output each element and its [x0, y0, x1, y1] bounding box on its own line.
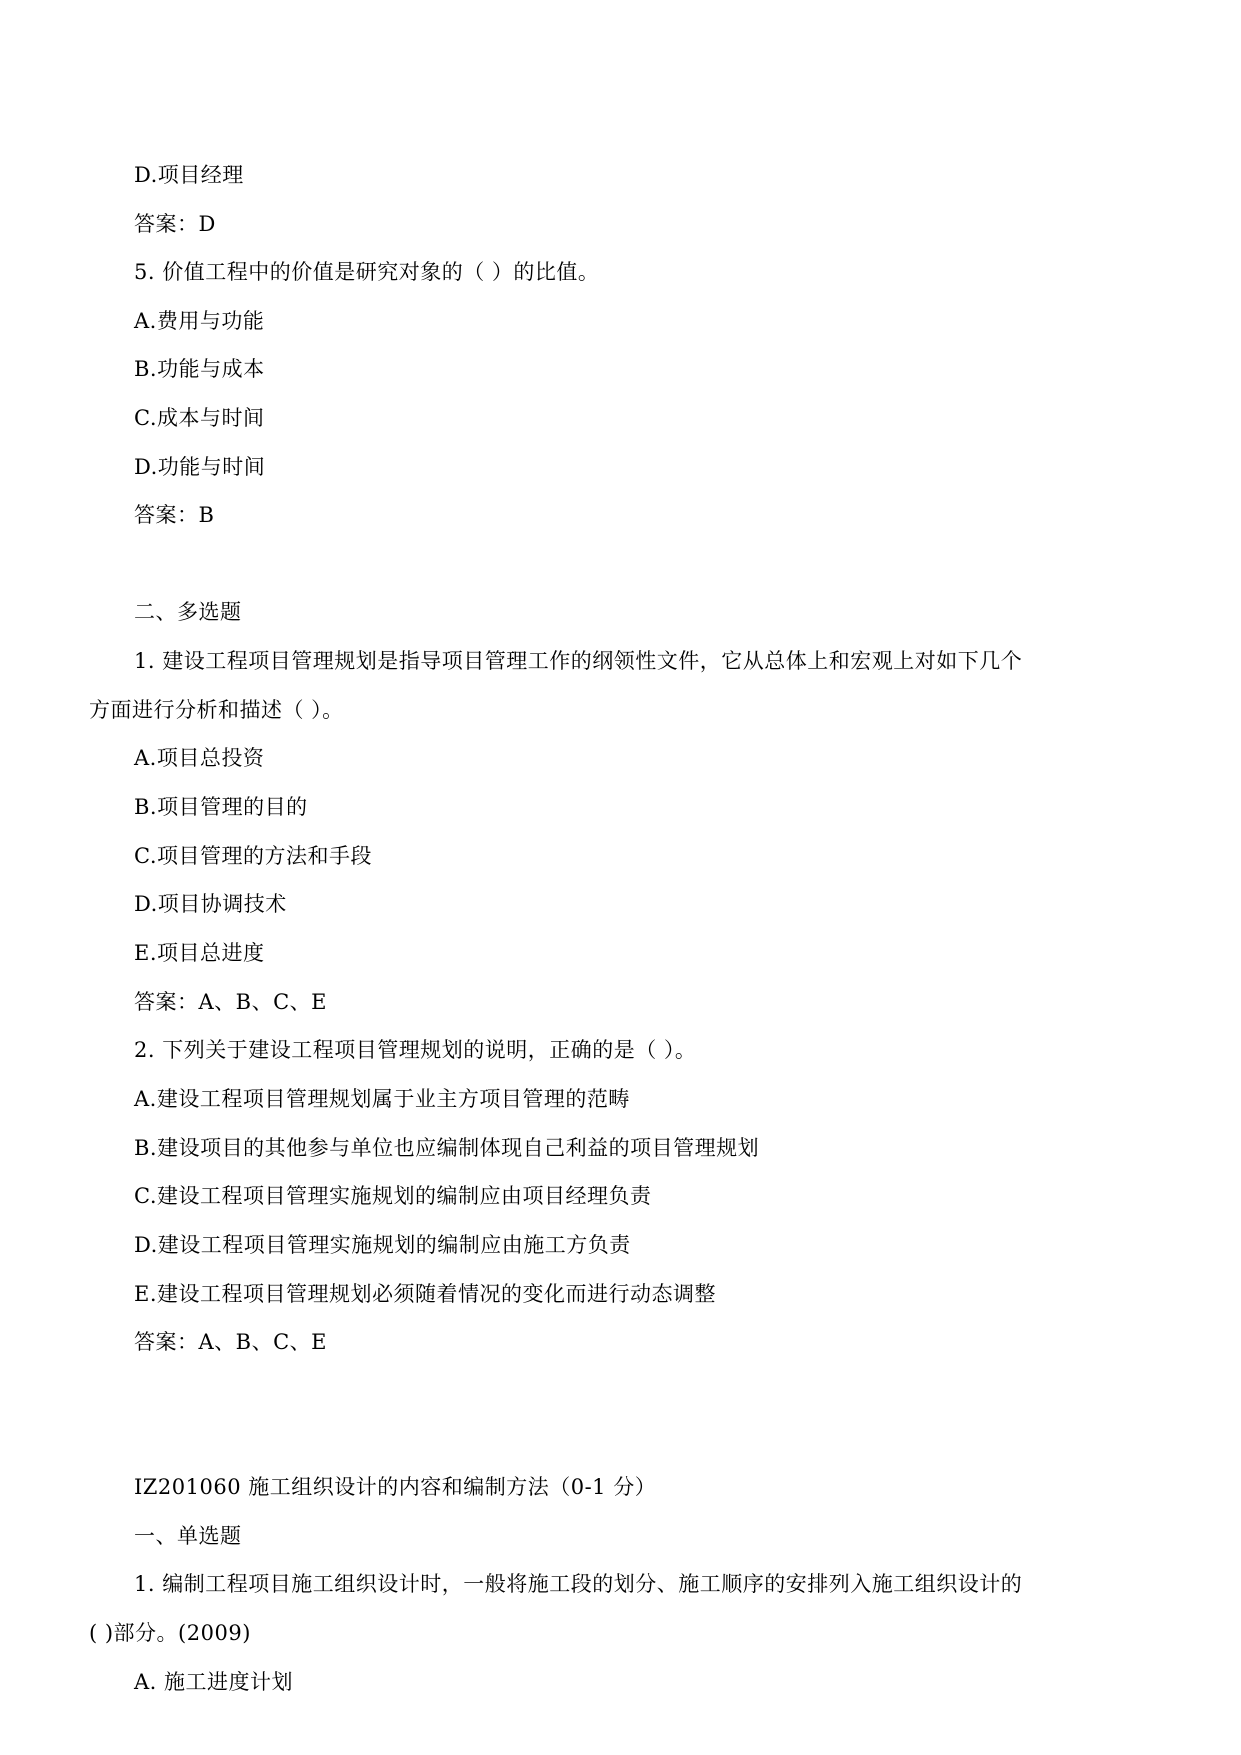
option-c-mq2: C.建设工程项目管理实施规划的编制应由项目经理负责: [134, 1184, 652, 1208]
answer-q5: 答案：B: [134, 503, 215, 527]
question-1-line-2: 方面进行分析和描述（ ）。: [89, 698, 344, 722]
option-b-mq2: B.建设项目的其他参与单位也应编制体现自己利益的项目管理规划: [134, 1136, 760, 1160]
option-d-mq1: D.项目协调技术: [134, 892, 287, 916]
question-1-line-1: 1. 建设工程项目管理规划是指导项目管理工作的纲领性文件，它从总体上和宏观上对如下几个: [134, 649, 1023, 673]
option-b-mq1: B.项目管理的目的: [134, 795, 308, 819]
option-e-mq1: E.项目总进度: [134, 941, 265, 965]
option-a-mq1: A.项目总投资: [134, 746, 265, 770]
option-c-mq1: C.项目管理的方法和手段: [134, 844, 372, 868]
question-5: 5. 价值工程中的价值是研究对象的（ ）的比值。: [134, 260, 600, 284]
option-e-mq2: E.建设工程项目管理规划必须随着情况的变化而进行动态调整: [134, 1282, 717, 1306]
option-b-q5: B.功能与成本: [134, 357, 265, 381]
answer-mq1: 答案：A、B、C、E: [134, 990, 327, 1014]
chapter-heading: IZ201060 施工组织设计的内容和编制方法（0-1 分）: [134, 1475, 657, 1499]
question-1-sc-line-1: 1. 编制工程项目施工组织设计时，一般将施工段的划分、施工顺序的安排列入施工组织设计的: [134, 1572, 1023, 1596]
answer-mq2: 答案：A、B、C、E: [134, 1330, 327, 1354]
option-a-q5: A.费用与功能: [134, 309, 265, 333]
section-heading-single-choice: 一、单选题: [134, 1524, 242, 1548]
option-c-q5: C.成本与时间: [134, 406, 265, 430]
answer-q4: 答案：D: [134, 212, 216, 236]
option-d-mq2: D.建设工程项目管理实施规划的编制应由施工方负责: [134, 1233, 631, 1257]
option-a-sc1: A. 施工进度计划: [134, 1670, 294, 1694]
option-d-q4: D.项目经理: [134, 163, 244, 187]
question-1-sc-line-2: ( )部分。(2009): [89, 1621, 251, 1645]
option-d-q5: D.功能与时间: [134, 455, 266, 479]
question-2: 2. 下列关于建设工程项目管理规划的说明，正确的是（ ）。: [134, 1038, 697, 1062]
option-a-mq2: A.建设工程项目管理规划属于业主方项目管理的范畴: [134, 1087, 630, 1111]
section-heading-multiple-choice: 二、多选题: [134, 600, 242, 624]
